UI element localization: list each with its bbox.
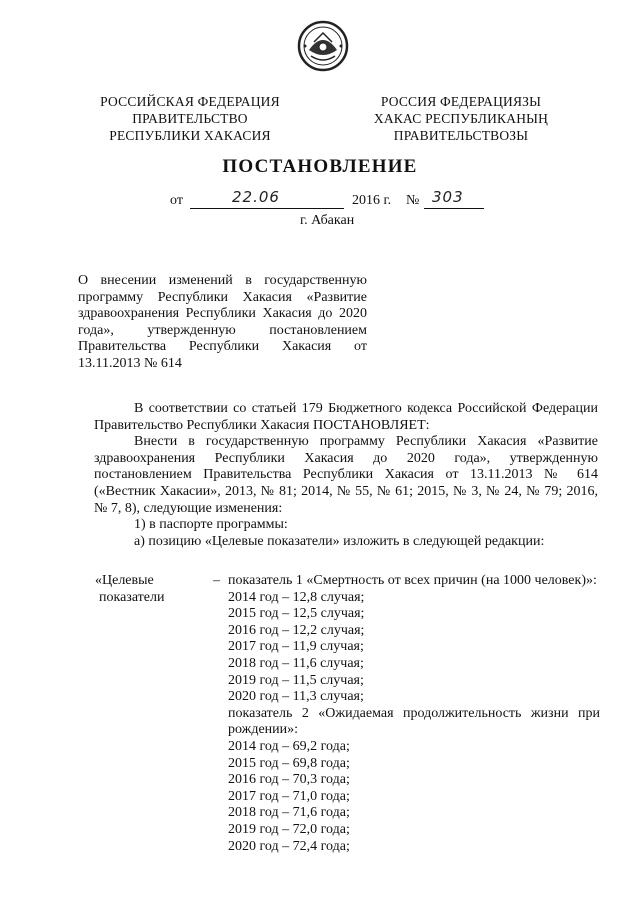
body-text — [94, 401, 598, 550]
indicator-line: 2016 год – 70,3 года; — [228, 772, 350, 788]
header-right-line: ХАКАС РЕСПУБЛИКАНЫҢ — [373, 111, 549, 126]
indicator-line: 2017 год – 71,0 года; — [228, 788, 350, 804]
header-left-line: РЕСПУБЛИКИ ХАКАСИЯ — [109, 128, 271, 143]
indicators-dash: – — [213, 573, 220, 588]
body-paragraph: 1) в паспорте программы: — [134, 517, 288, 533]
indicator-line: 2020 год – 72,4 года; — [228, 838, 350, 854]
indicator-line: показатель 1 «Смертность от всех причин (на 1000 человек)»: — [228, 573, 597, 588]
coat-of-arms-icon — [297, 20, 349, 72]
indicator-line: 2020 год – 11,3 случая; — [228, 689, 364, 705]
indicator-line: 2015 год – 12,5 случая; — [228, 606, 365, 622]
indicator-line: 2014 год – 12,8 случая; — [228, 589, 365, 605]
header-left — [75, 93, 305, 144]
indicators-list — [228, 573, 600, 855]
header-right-line: ПРАВИТЕЛЬСТВОЗЫ — [393, 128, 529, 143]
indicator-line: 2014 год – 69,2 года; — [228, 738, 350, 754]
date-prefix: от — [170, 193, 183, 208]
indicator-line: 2018 год – 71,6 года; — [228, 805, 350, 821]
date-line — [170, 188, 510, 213]
header-left-line: ПРАВИТЕЛЬСТВО — [132, 111, 248, 126]
body-paragraph: Внести в государственную программу Республики Хакасия «Развитие здравоохранения Республики Хакасия до 2020 года», утвержденную постановлением Правительства Республики Хакасия от 13.11.2013 № 614 («Вестник Хакасии», 2013, № 81; 2014, № 55, № 61; 2015, № 3, № 24, № 79; 2016, № 7, 8), следующие изменения: — [94, 434, 598, 516]
date-handwritten: 22.06 — [232, 188, 280, 206]
number-prefix: № — [406, 193, 420, 208]
indicators-label — [95, 573, 205, 606]
indicators-label-line: показатели — [99, 589, 165, 605]
date-underline — [190, 208, 344, 209]
document-title: ПОСТАНОВЛЕНИЕ — [222, 156, 418, 177]
date-year: 2016 г. — [352, 193, 392, 208]
indicators-label-line: «Целевые — [95, 573, 154, 588]
indicator-line: 2017 год – 11,9 случая; — [228, 639, 364, 655]
header-right — [346, 93, 576, 144]
city: г. Абакан — [300, 213, 355, 228]
header-right-line: РОССИЯ ФЕДЕРАЦИЯЗЫ — [380, 94, 542, 109]
body-paragraph: а) позицию «Целевые показатели» изложить в следующей редакции: — [134, 533, 545, 549]
subject: О внесении изменений в государственную программу Республики Хакасия «Развитие здравоохранения Республики Хакасия до 2020 года», утвержденную постановлением Правительства Республики Хакасия от 13.11.2013 № 614 — [78, 273, 367, 371]
indicator-line: 2019 год – 11,5 случая; — [228, 672, 364, 688]
indicator-line: показатель 2 «Ожидаемая продолжительность жизни при рождении»: — [228, 705, 600, 738]
indicator-line: 2018 год – 11,6 случая; — [228, 655, 364, 671]
header-left-line: РОССИЙСКАЯ ФЕДЕРАЦИЯ — [100, 94, 280, 109]
number-handwritten: 303 — [432, 188, 464, 206]
indicator-line: 2015 год – 69,8 года; — [228, 755, 350, 771]
indicator-line: 2016 год – 12,2 случая; — [228, 622, 365, 638]
indicator-line: 2019 год – 72,0 года; — [228, 821, 350, 837]
body-paragraph: В соответствии со статьей 179 Бюджетного кодекса Российской Федерации Правительство Республики Хакасия ПОСТАНОВЛЯЕТ: — [94, 401, 598, 433]
number-underline — [424, 208, 484, 209]
